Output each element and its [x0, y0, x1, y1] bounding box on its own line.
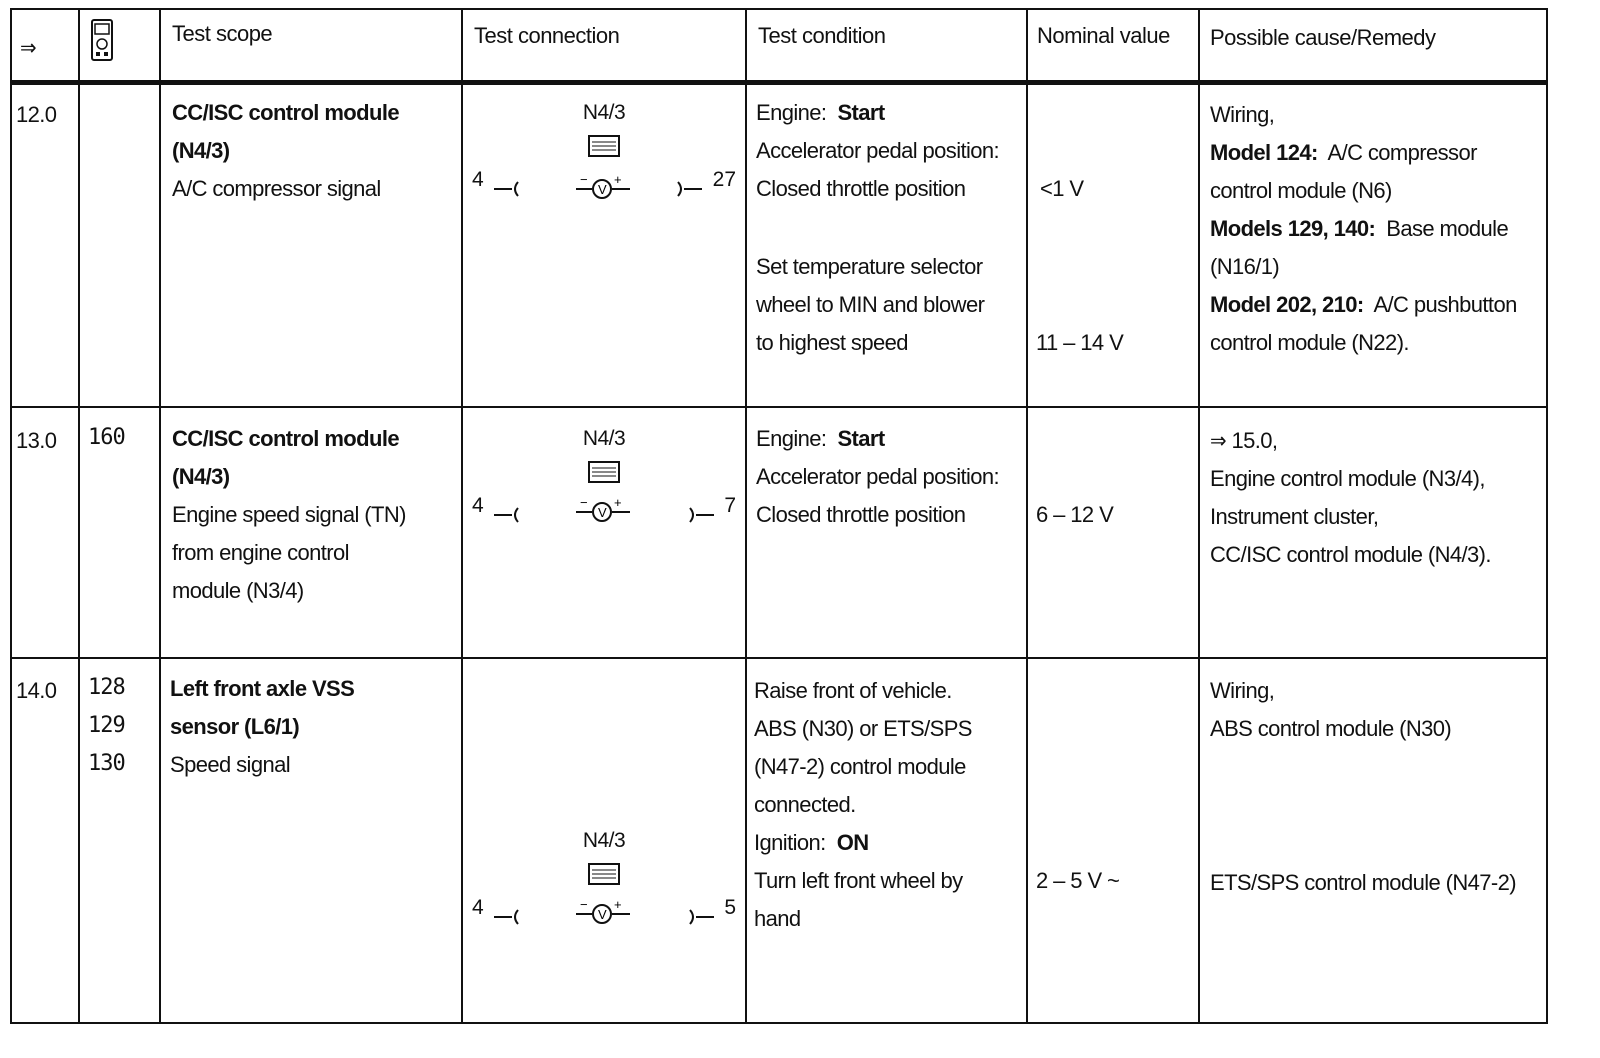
header-divider [10, 80, 1548, 85]
cause-line: ⇒ 15.0, [1210, 428, 1278, 453]
condition-line: (N47-2) control module [754, 754, 966, 779]
cause-line: ETS/SPS control module (N47-2) [1210, 870, 1517, 895]
nominal-value: 2 – 5 V ~ [1036, 868, 1120, 893]
condition-line: Closed throttle position [756, 176, 966, 201]
pin-right: 27 [712, 168, 736, 191]
svg-text:+: + [614, 172, 622, 187]
cause-line: ABS control module (N30) [1210, 716, 1452, 741]
header-possible-cause: Possible cause/Remedy [1210, 25, 1436, 50]
readout-code: 128 [88, 675, 125, 700]
row-divider [10, 406, 1548, 408]
multimeter-icon [90, 18, 114, 62]
condition-line: Turn left front wheel by [754, 868, 963, 893]
cause-line: control module (N6) [1210, 178, 1392, 203]
module-label: N4/3 [582, 101, 626, 124]
readout-code: 160 [88, 425, 125, 450]
svg-text:V: V [598, 182, 607, 197]
col-divider [78, 8, 80, 1024]
test-connection-diagram [464, 828, 744, 938]
scope-text: from engine control [172, 540, 349, 565]
test-connection-diagram [464, 100, 744, 210]
cause-line: Models 129, 140: Base module [1210, 216, 1509, 241]
test-connection-diagram [464, 426, 744, 536]
voltmeter-icon [464, 828, 744, 938]
cause-line: Instrument cluster, [1210, 504, 1379, 529]
module-label: N4/3 [582, 427, 626, 450]
scope-text: Engine speed signal (TN) [172, 502, 406, 527]
cause-line: Engine control module (N3/4), [1210, 466, 1485, 491]
col-divider [1026, 8, 1028, 1024]
svg-text:V: V [598, 907, 607, 922]
scope-text: A/C compressor signal [172, 176, 381, 201]
scope-title: (N4/3) [172, 464, 230, 489]
col-divider [159, 8, 161, 1024]
cause-line: CC/ISC control module (N4/3). [1210, 542, 1491, 567]
module-label: N4/3 [582, 829, 626, 852]
condition-line: Engine: Start [756, 100, 885, 125]
nominal-value: 11 – 14 V [1036, 330, 1124, 355]
pin-right: 7 [724, 494, 736, 517]
scope-text: Speed signal [170, 752, 291, 777]
condition-line: hand [754, 906, 801, 931]
nominal-value: <1 V [1040, 176, 1084, 201]
condition-line: Ignition: ON [754, 830, 869, 855]
scope-title: sensor (L6/1) [170, 714, 300, 739]
condition-line: ABS (N30) or ETS/SPS [754, 716, 972, 741]
condition-line: Raise front of vehicle. [754, 678, 952, 703]
nominal-value: 6 – 12 V [1036, 502, 1114, 527]
condition-line: Accelerator pedal position: [756, 464, 1000, 489]
cause-line: Wiring, [1210, 678, 1275, 703]
step-number: 12.0 [16, 102, 57, 127]
col-divider [461, 8, 463, 1024]
voltmeter-icon [464, 426, 744, 536]
condition-line: Closed throttle position [756, 502, 966, 527]
cause-line: (N16/1) [1210, 254, 1280, 279]
readout-code: 129 [88, 713, 125, 738]
pin-left: 4 [472, 896, 484, 919]
svg-text:V: V [598, 505, 607, 520]
condition-line: wheel to MIN and blower [756, 292, 985, 317]
condition-line: connected. [754, 792, 856, 817]
svg-text:+: + [614, 897, 622, 912]
row-divider [10, 657, 1548, 659]
scope-title: CC/ISC control module [172, 426, 399, 451]
condition-line: Set temperature selector [756, 254, 983, 279]
svg-text:+: + [614, 495, 622, 510]
cause-line: control module (N22). [1210, 330, 1409, 355]
header-test-connection: Test connection [474, 23, 620, 48]
header-arrow: ⇒ [20, 35, 37, 60]
svg-text:−: − [580, 172, 588, 187]
condition-line: to highest speed [756, 330, 908, 355]
scope-title: Left front axle VSS [170, 676, 355, 701]
cause-line: Model 202, 210: A/C pushbutton [1210, 292, 1517, 317]
condition-line: Accelerator pedal position: [756, 138, 1000, 163]
pin-right: 5 [724, 896, 736, 919]
header-nominal-value: Nominal value [1037, 23, 1170, 48]
voltmeter-icon [464, 100, 744, 210]
pin-left: 4 [472, 494, 484, 517]
pin-left: 4 [472, 168, 484, 191]
scope-text: module (N3/4) [172, 578, 304, 603]
svg-text:−: − [580, 897, 588, 912]
readout-code: 130 [88, 751, 125, 776]
cause-line: Wiring, [1210, 102, 1275, 127]
scope-title: (N4/3) [172, 138, 230, 163]
svg-text:−: − [580, 495, 588, 510]
cause-line: Model 124: A/C compressor [1210, 140, 1477, 165]
scope-title: CC/ISC control module [172, 100, 399, 125]
header-test-scope: Test scope [172, 21, 273, 46]
step-number: 13.0 [16, 428, 57, 453]
header-test-condition: Test condition [758, 23, 886, 48]
col-divider [1198, 8, 1200, 1024]
col-divider [745, 8, 747, 1024]
condition-line: Engine: Start [756, 426, 885, 451]
step-number: 14.0 [16, 678, 57, 703]
